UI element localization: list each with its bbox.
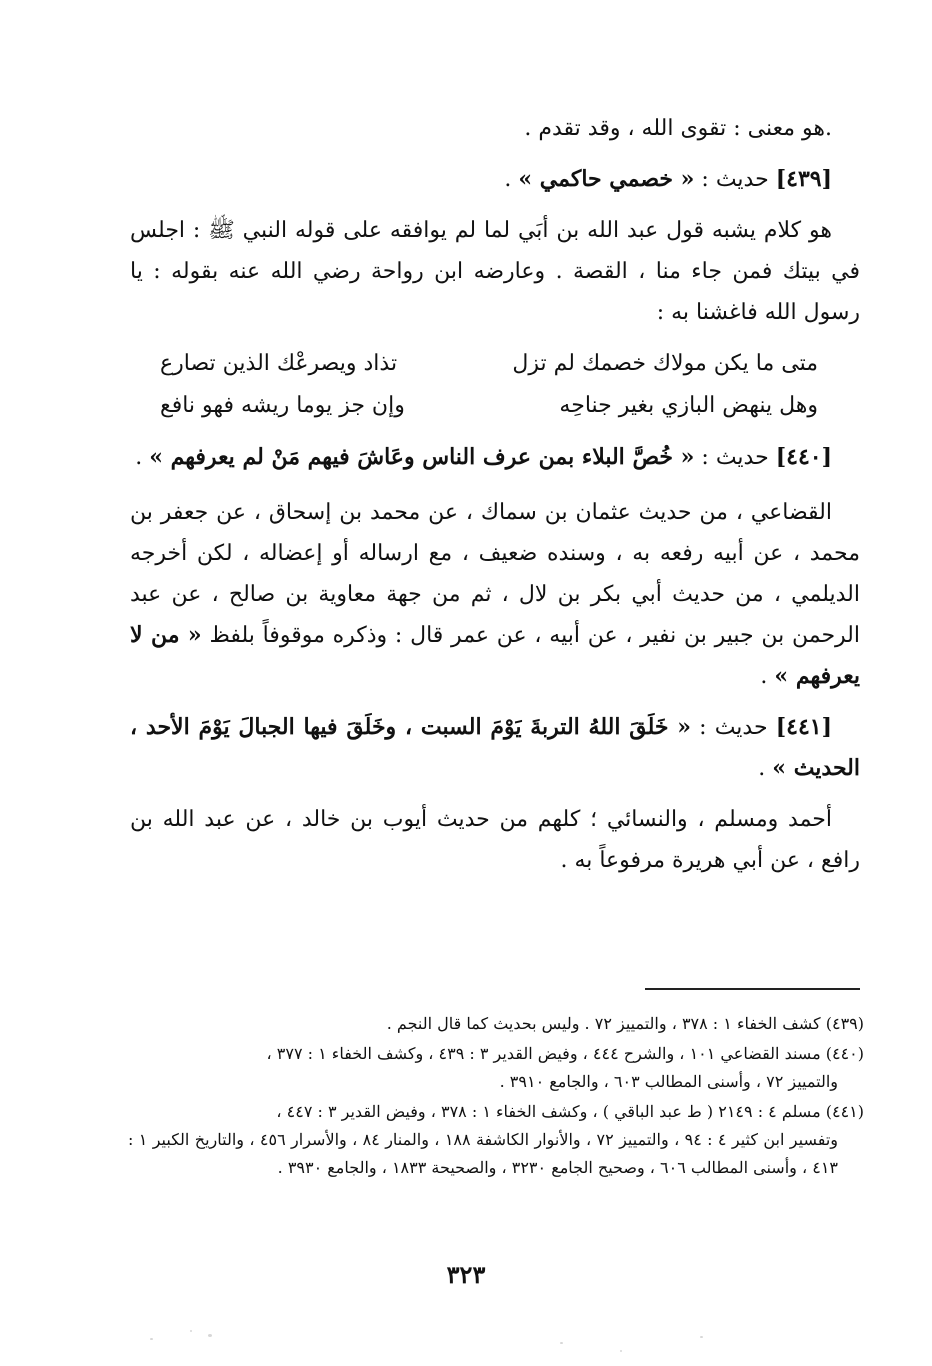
spacer xyxy=(130,200,860,210)
spacer xyxy=(130,333,860,343)
commentary-text: القضاعي ، من حديث عثمان بن سماك ، عن محمد بن إسحاق ، عن جعفر بن محمد ، عن أبيه رفعه به ، وسنده ضعيف ، مع ارساله أو إعضاله ، لكن أخرجه الديلمي ، من حديث أبي بكر بن لال ، ثم من جهة معاوية بن صالح ، عن عبد الرحمن بن جبير بن نفير ، عن أبيه ، عن عمر قال : وذكره موقوفاً بلفظ xyxy=(130,500,860,648)
hadith-text: « خصمي حاكمي » xyxy=(518,166,695,192)
spacer xyxy=(130,478,860,492)
verse-second-half: وإن جز يوما ريشه فهو نافع xyxy=(160,393,405,418)
entry-end: . xyxy=(135,445,143,470)
verse xyxy=(130,343,836,385)
footnote-441 xyxy=(128,1098,864,1182)
spacer xyxy=(130,697,860,707)
scan-speck xyxy=(620,1350,622,1352)
spacer xyxy=(130,427,860,437)
spacer xyxy=(130,149,860,159)
commentary-end: . xyxy=(760,664,768,689)
page-number: ٣٢٣ xyxy=(446,1260,486,1289)
spacer xyxy=(130,789,860,799)
entry-441-commentary: أحمد ومسلم ، والنسائي ؛ كلهم من حديث أيوب بن خالد ، عن عبد الله بن رافع ، عن أبي هريرة مرفوعاً به . xyxy=(130,807,860,873)
entry-end: . xyxy=(758,756,766,781)
footnote-lead: (٤٤١) مسلم ٤ : ٢١٤٩ ( ط عبد الباقي ) ، وكشف الخفاء ١ : ٣٧٨ ، وفيض القدير ٣ : ٤٤٧ ، xyxy=(276,1102,864,1121)
poem xyxy=(130,343,860,427)
entry-441-heading xyxy=(130,707,860,789)
scan-speck xyxy=(190,1330,192,1332)
footnote-439 xyxy=(128,1010,864,1038)
footnotes xyxy=(128,1010,864,1184)
entry-440-heading xyxy=(130,437,860,478)
footnote-continuation: وتفسير ابن كثير ٤ : ٩٤ ، والتمييز ٧٢ ، والأنوار الكاشفة ١٨٨ ، والمنار ٨٤ ، والأسرار ٤٥٦ ، والتاريخ الكبير ١ : ٤١٣ ، وأسنى المطالب ٦٠٦ ، وصحيح الجامع ٣٢٣٠ ، والصحيحة ١٨٣٣ ، والجامع ٣٩٣٠ . xyxy=(128,1130,838,1177)
footnote-divider xyxy=(645,988,860,990)
scan-speck xyxy=(700,1336,703,1338)
entry-end: . xyxy=(504,167,512,192)
footnote-440 xyxy=(128,1040,864,1096)
scan-speck xyxy=(150,1338,153,1340)
entry-439-heading xyxy=(130,159,860,200)
entry-440-commentary xyxy=(130,492,860,697)
main-text xyxy=(130,108,860,881)
scan-speck xyxy=(208,1334,212,1337)
commentary-quote: « من لا يعرفهم » xyxy=(130,622,860,689)
verse-first-half: متى ما يكن مولاك خصمك لم تزل xyxy=(512,351,818,376)
footnote-lead: (٤٣٩) كشف الخفاء ١ : ٣٧٨ ، والتمييز ٧٢ . وليس بحديث كما قال النجم . xyxy=(386,1014,864,1033)
entry-number: [٤٤١] xyxy=(775,714,833,740)
footnote-continuation: والتمييز ٧٢ ، وأسنى المطالب ٦٠٣ ، والجامع ٣٩١٠ . xyxy=(499,1072,838,1091)
footnote-lead: (٤٤٠) مسند القضاعي ١٠١ ، والشرح ٤٤٤ ، وفيض القدير ٣ : ٤٣٩ ، وكشف الخفاء ١ : ٣٧٧ ، xyxy=(266,1044,864,1063)
entry-439-commentary: هو كلام يشبه قول عبد الله بن أبَي لما لم يوافقه على قوله النبي ﷺ : اجلس في بيتك فمن جاء منا ، القصة . وعارضه ابن رواحة رضي الله عنه بقوله : يا رسول الله فاغشنا به : xyxy=(130,218,860,325)
entry-number: [٤٤٠] xyxy=(775,444,832,470)
entry-label: حديث : xyxy=(699,715,768,740)
scan-speck xyxy=(560,1342,563,1344)
intro-line: .هو معنى : تقوى الله ، وقد تقدم . xyxy=(524,116,832,141)
entry-number: [٤٣٩] xyxy=(775,166,832,192)
hadith-text: « خُصَّ البلاء بمن عرف الناس وعَاشَ فيهم مَنْ لم يعرفهم » xyxy=(149,444,695,470)
verse-first-half: وهل ينهض البازي بغير جناحِه xyxy=(559,393,818,418)
verse-second-half: تذاد ويصرعْك الذين تصارع xyxy=(160,351,398,376)
entry-label: حديث : xyxy=(701,445,769,470)
entry-label: حديث : xyxy=(701,167,769,192)
hadith-text: « خَلَقَ اللهُ التربةَ يَوْمَ السبت ، وخَلَقَ فيها الجبالَ يَوْمَ الأحد ، الحديث » xyxy=(130,714,860,781)
verse xyxy=(130,385,836,427)
